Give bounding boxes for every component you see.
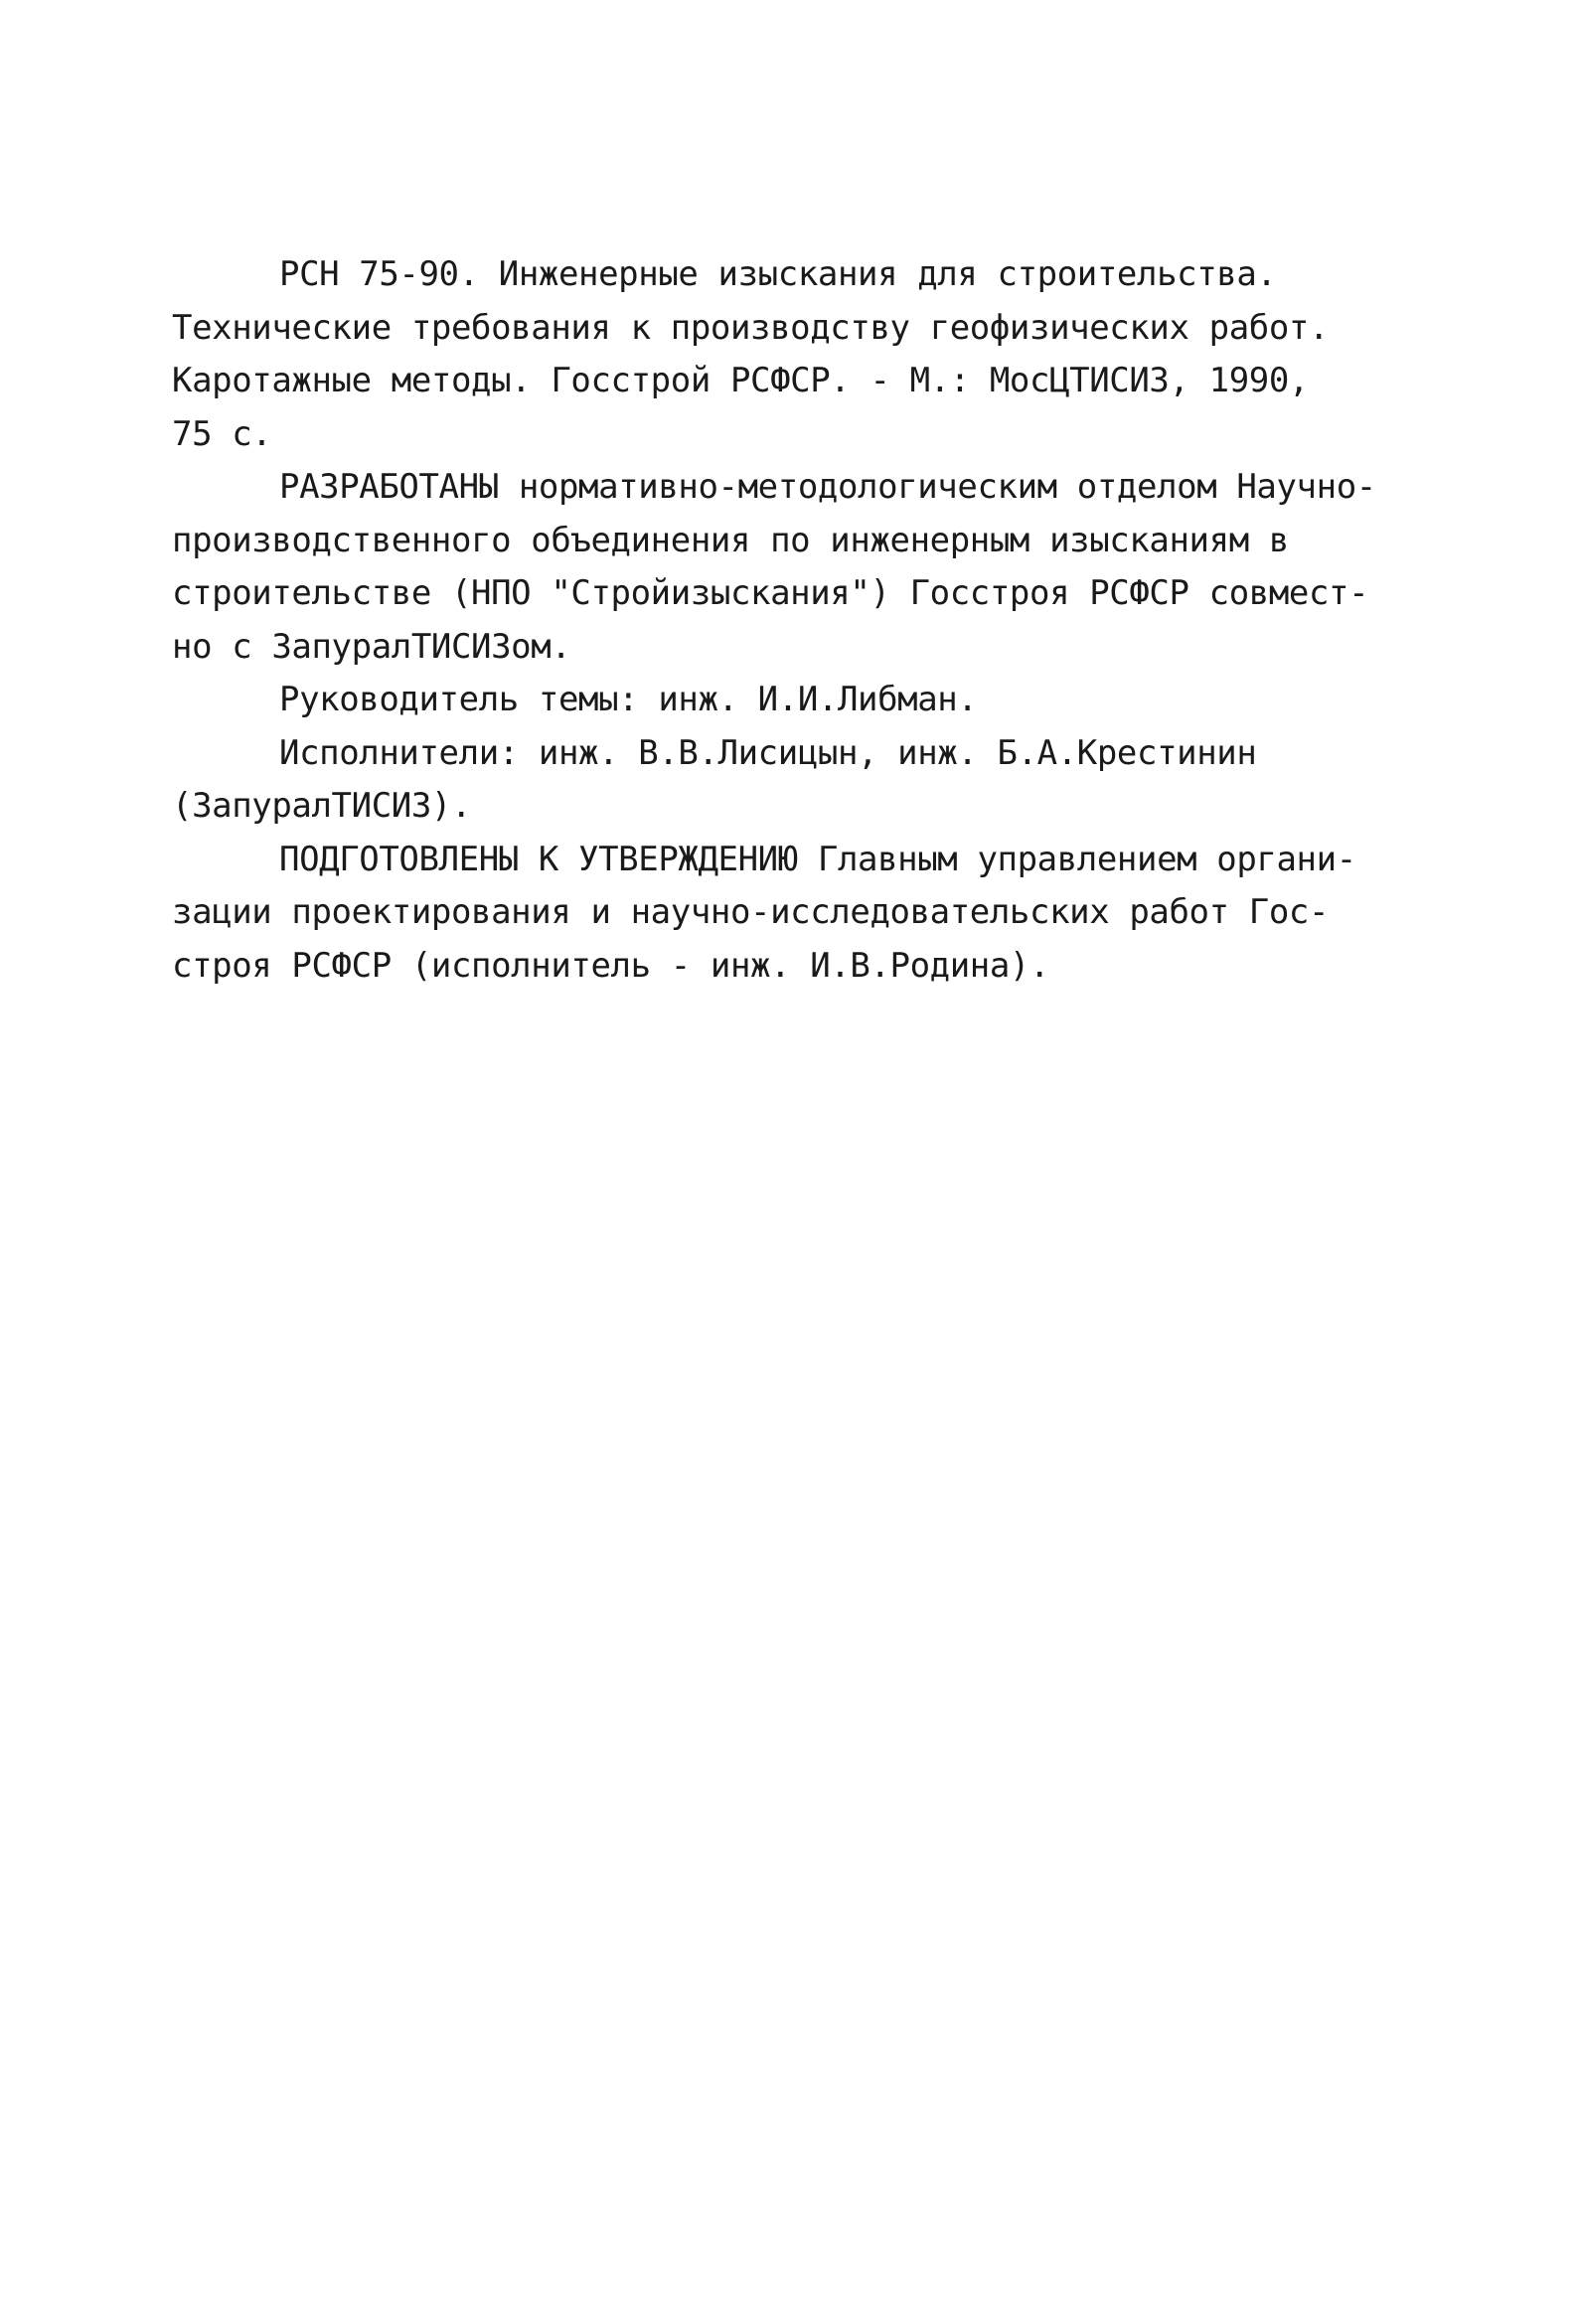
- citation-paragraph: [172, 248, 1503, 461]
- citation-line-2: Технические требования к производству геофизических работ.: [172, 307, 1330, 348]
- developed-line-2: производственного объединения по инженерным изысканиям в: [172, 520, 1289, 560]
- developed-line-4: но с ЗапуралТИСИЗом.: [172, 626, 571, 667]
- citation-line-1: РСН 75-90. Инженерные изыскания для строительства.: [279, 254, 1277, 294]
- supervisor-paragraph: [172, 674, 1503, 727]
- developed-line-3: строительстве (НПО "Стройизыскания") Госстроя РСФСР совмест-: [172, 573, 1369, 613]
- document-text: [172, 248, 1503, 993]
- supervisor-line-1: Руководитель темы: инж. И.И.Либман.: [279, 680, 978, 719]
- prepared-line-3: строя РСФСР (исполнитель - инж. И.В.Родина).: [172, 945, 1050, 986]
- developed-paragraph: [172, 461, 1503, 674]
- performers-line-2: (ЗапуралТИСИЗ).: [172, 786, 472, 826]
- prepared-line-1: ПОДГОТОВЛЕНЫ К УТВЕРЖДЕНИЮ Главным управлением органи-: [279, 839, 1356, 879]
- performers-line-1: Исполнители: инж. В.В.Лисицын, инж. Б.А.Крестинин: [279, 732, 1257, 773]
- prepared-paragraph: [172, 834, 1503, 994]
- prepared-line-2: зации проектирования и научно-исследовательских работ Гос-: [172, 892, 1330, 932]
- citation-line-4: 75 с.: [172, 413, 272, 454]
- performers-paragraph: [172, 727, 1503, 834]
- developed-line-1: РАЗРАБОТАНЫ нормативно-методологическим отделом Научно-: [279, 467, 1376, 507]
- citation-line-3: Каротажные методы. Госстрой РСФСР. - М.: МосЦТИСИЗ, 1990,: [172, 361, 1309, 400]
